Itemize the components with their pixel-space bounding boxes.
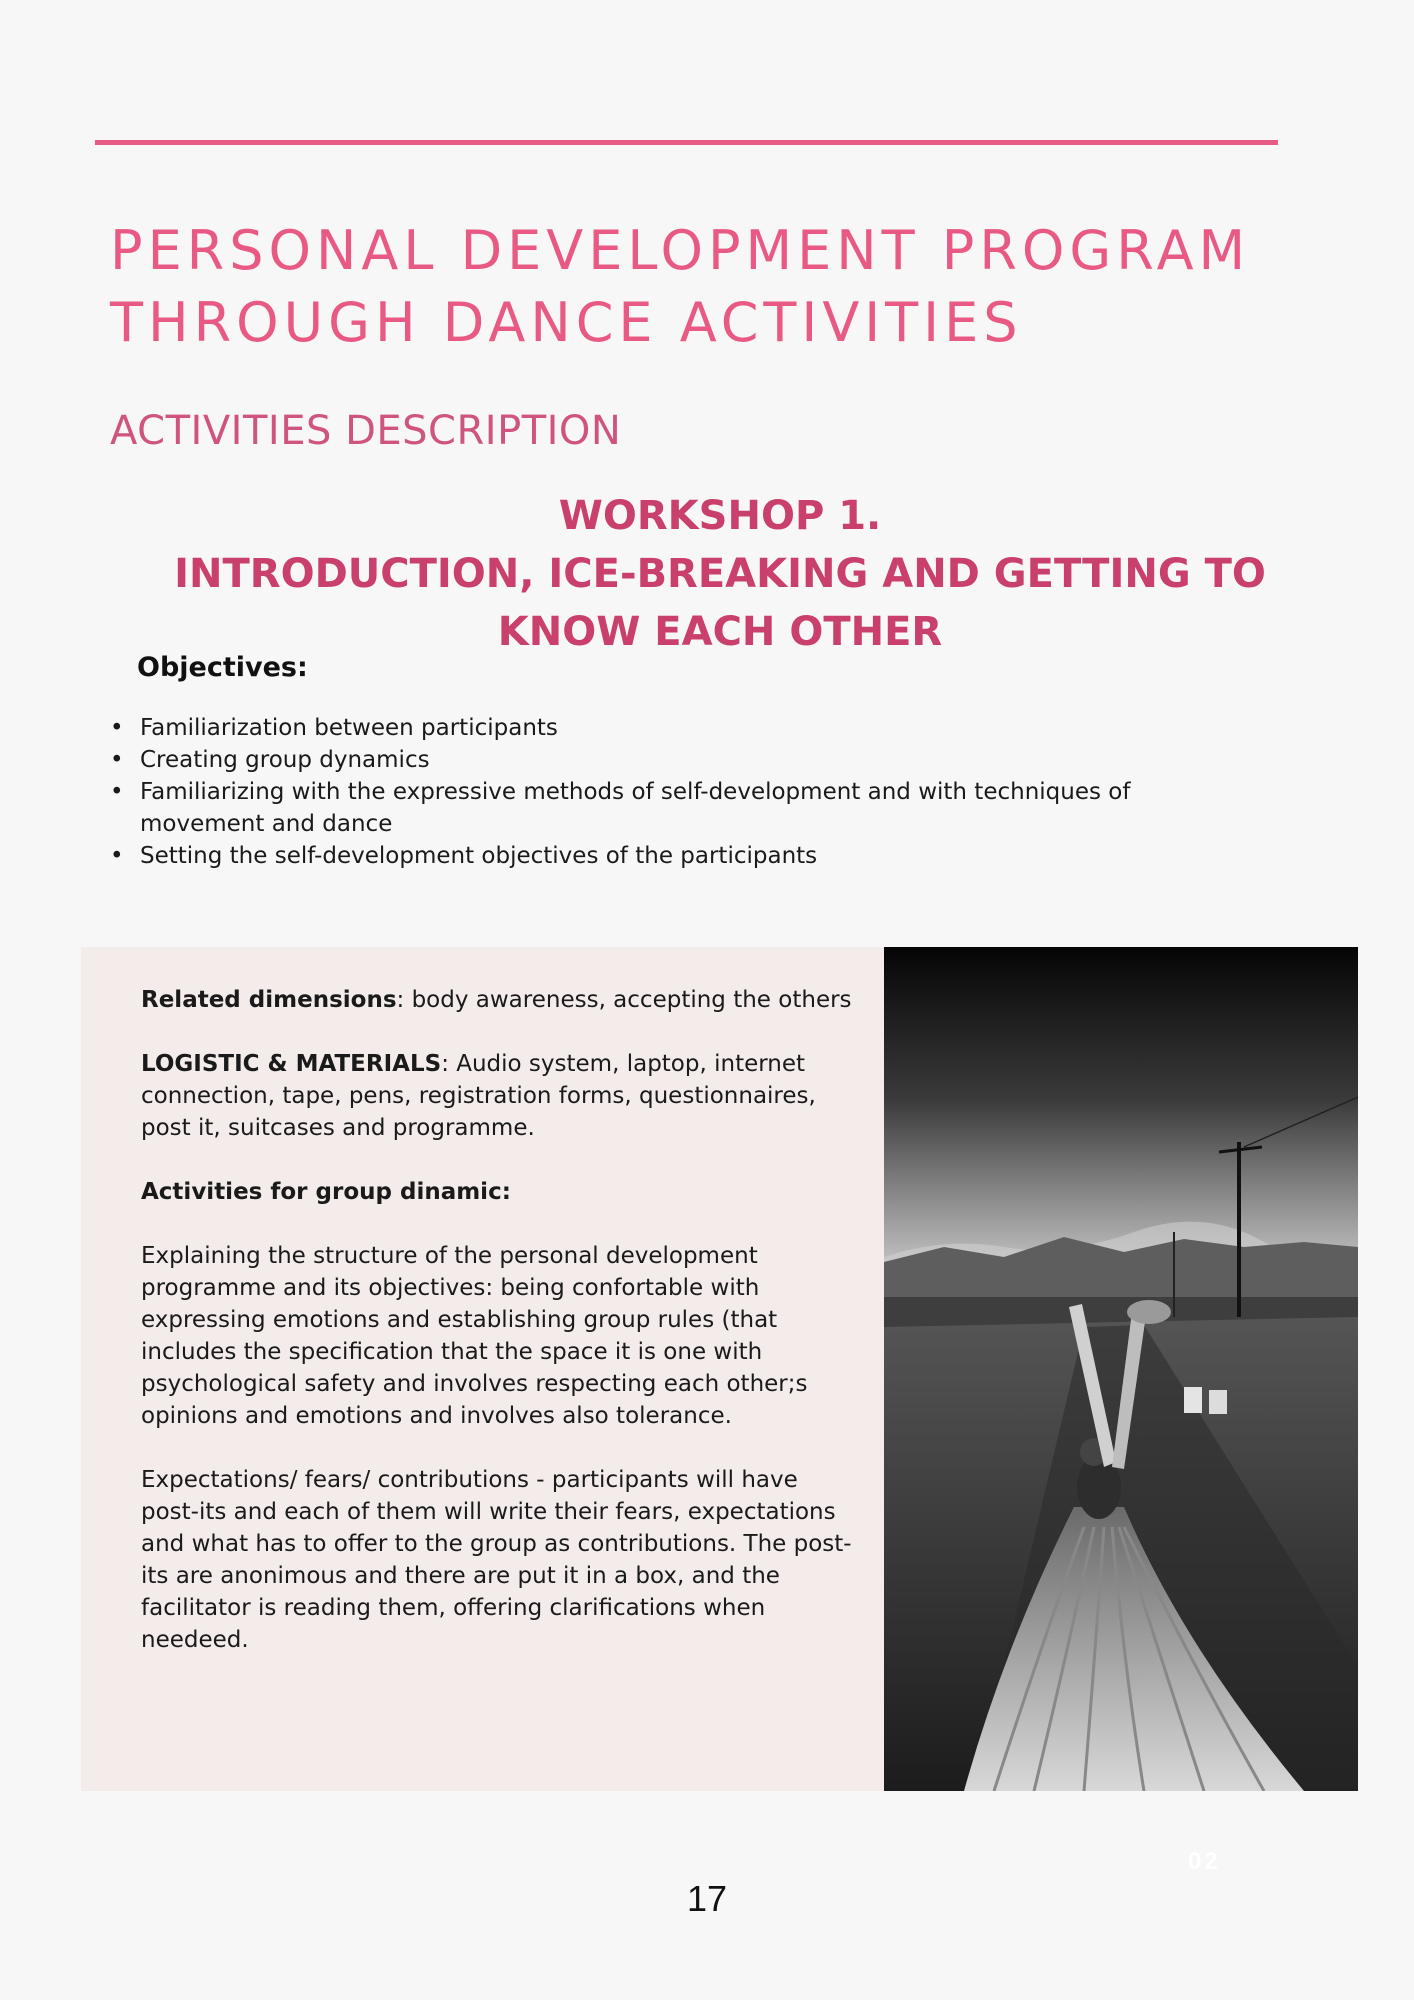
workshop-line-3: KNOW EACH OTHER — [497, 609, 943, 655]
activities-paragraph-2: Expectations/ fears/ contributions - participants will have post-its and each of them will write their fears, expectations and what has to offer to the group as contributions. The post-its are anonimous and there are put it in a box, and the facilitator is reading them, offering clarifications when needeed. — [141, 1467, 852, 1653]
objective-text: Setting the self-development objectives of the participants — [140, 843, 818, 869]
title-line-1: PERSONAL DEVELOPMENT PROGRAM — [110, 219, 1251, 282]
objectives-list — [110, 712, 1210, 872]
logistics-label: LOGISTIC & MATERIALS — [141, 1051, 442, 1077]
page-title — [110, 215, 1400, 359]
activities-heading — [141, 1176, 861, 1208]
photo-illustration — [884, 947, 1358, 1791]
description-text — [141, 984, 861, 1688]
bullet-icon: • — [110, 747, 124, 773]
objective-item — [110, 712, 1210, 744]
objective-text: Creating group dynamics — [140, 747, 430, 773]
title-line-2: THROUGH DANCE ACTIVITIES — [110, 291, 1023, 354]
bullet-icon: • — [110, 779, 124, 805]
activities-heading-text: Activities for group dinamic: — [141, 1179, 511, 1205]
related-dimensions — [141, 984, 861, 1016]
objective-item — [110, 776, 1210, 840]
bullet-icon: • — [110, 843, 124, 869]
dancer-shoe — [1127, 1300, 1171, 1324]
logistics-materials — [141, 1048, 861, 1144]
section-title: ACTIVITIES DESCRIPTION — [110, 408, 622, 454]
objective-item — [110, 744, 1210, 776]
bullet-icon: • — [110, 715, 124, 741]
workshop-line-2: INTRODUCTION, ICE-BREAKING AND GETTING TO — [174, 551, 1266, 597]
page-number: 17 — [686, 1878, 728, 1919]
objective-text: Familiarizing with the expressive methods of self-development and with techniques of movement and dance — [140, 779, 1131, 837]
workshop-line-1: WORKSHOP 1. — [558, 493, 882, 539]
objective-item — [110, 840, 1210, 872]
corner-page-mark: 02 — [1188, 1848, 1221, 1875]
related-dimensions-label: Related dimensions — [141, 987, 397, 1013]
workshop-heading — [140, 487, 1300, 661]
paint-can-2 — [1209, 1390, 1227, 1414]
paint-can-1 — [1184, 1387, 1202, 1413]
activities-paragraph-1: Explaining the structure of the personal development programme and its objectives: being confortable with expressing emotions and establishing group rules (that includes the specification that the space it is one with psychological safety and involves respecting each other;s opinions and emotions and involves also tolerance. — [141, 1243, 808, 1429]
logistics-value: : Audio system, laptop, internet connection, tape, pens, registration forms, questionnaires, post it, suitcases and programme. — [141, 1051, 816, 1141]
related-dimensions-value: : body awareness, accepting the others — [396, 987, 852, 1013]
dancer-photo — [884, 947, 1358, 1791]
top-rule — [95, 140, 1278, 145]
objective-text: Familiarization between participants — [140, 715, 558, 741]
objectives-heading: Objectives: — [137, 652, 308, 683]
